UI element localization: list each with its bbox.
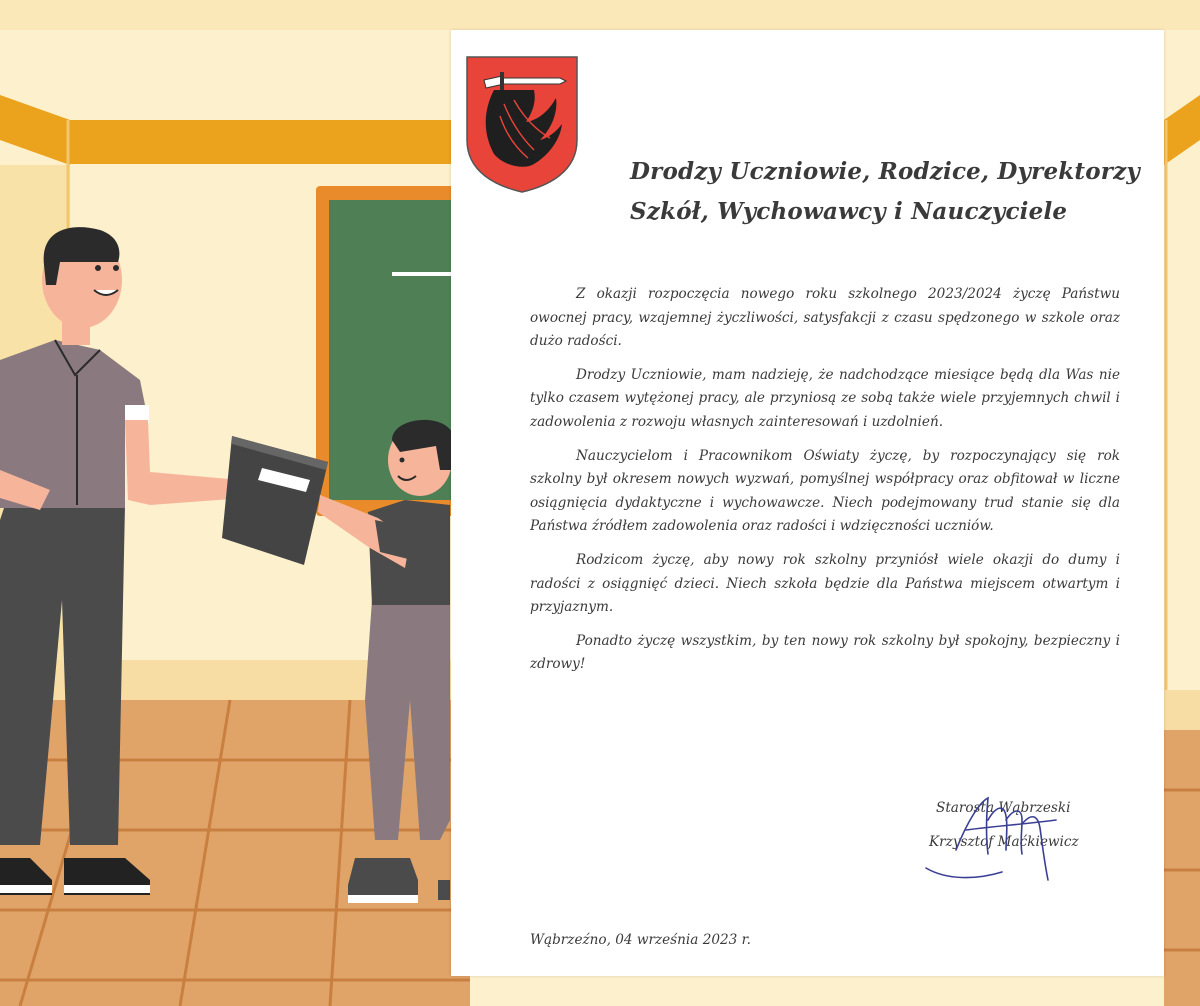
signatory-title: Starosta Wąbrzeski — [936, 800, 1071, 816]
place-and-date: Wąbrzeźno, 04 września 2023 r. — [530, 932, 751, 948]
letter-heading-line-2: Szkół, Wychowawcy i Nauczyciele — [630, 198, 1068, 225]
letter-paragraph: Nauczycielom i Pracownikom Oświaty życzę, by rozpoczynający się rok szkolny był okresem nowych wyzwań, pomyślnej współpracy oraz obfitował w liczne osiągnięcia dydaktyczne i wychowawcze. Niech podejmowany trud stanie się dla Państwa źródłem zadowolenia oraz radości i wdzięczności uczniów. — [530, 447, 1120, 535]
letter-paragraph: Drodzy Uczniowie, mam nadzieję, że nadchodzące miesiące będą dla Was nie tylko czasem wytężonej pracy, ale przyniosą ze sobą także wiele przyjemnych chwil i zadowolenia z rozwoju własnych zainteresowań i uzdolnień. — [530, 366, 1120, 430]
letter-heading-line-1: Drodzy Uczniowie, Rodzice, Dyrektorzy — [630, 158, 1140, 185]
signatory-name: Krzysztof Maćkiewicz — [929, 834, 1079, 850]
letter-page — [451, 30, 1164, 976]
letter-paragraph: Z okazji rozpoczęcia nowego roku szkolnego 2023/2024 życzę Państwu owocnej pracy, wzajemnej życzliwości, satysfakcji z czasu spędzonego w szkole oraz dużo radości. — [530, 286, 1120, 350]
coat-of-arms-icon — [464, 54, 580, 194]
letter-paragraph: Rodzicom życzę, aby nowy rok szkolny przyniósł wiele okazji do dumy i radości z osiągnięć dzieci. Niech szkoła będzie dla Państwa miejscem otwartym i przyjaznym. — [530, 551, 1120, 616]
letter-paragraph: Ponadto życzę wszystkim, by ten nowy rok szkolny był spokojny, bezpieczny i zdrowy! — [530, 632, 1120, 673]
letter-body — [530, 283, 1120, 687]
handwritten-signature — [906, 780, 1111, 885]
